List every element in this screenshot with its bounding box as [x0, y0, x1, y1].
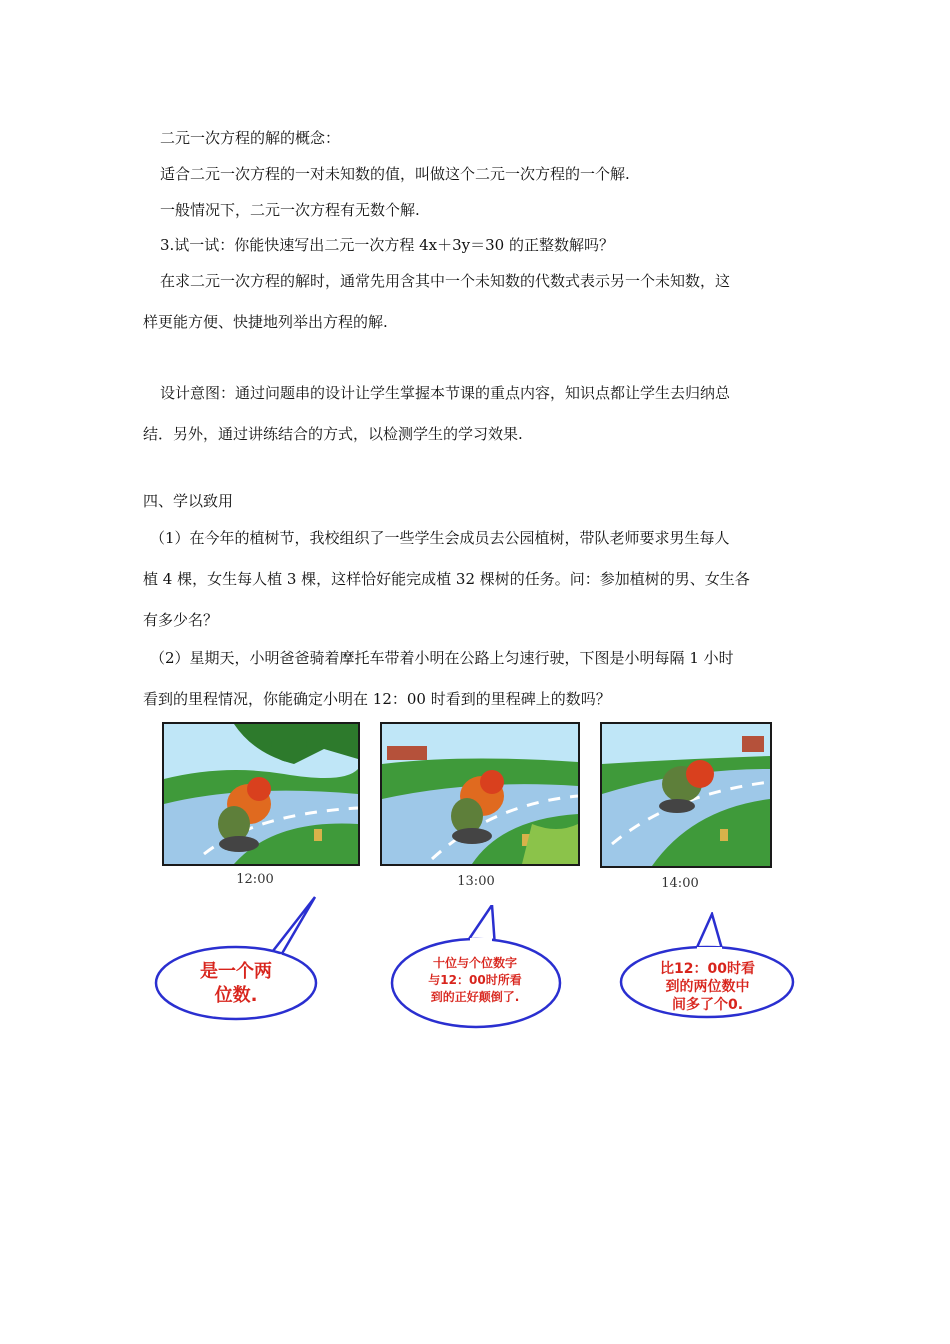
time-label: 13:00	[457, 874, 495, 889]
bubble-text-1: 是一个两 位数.	[200, 961, 272, 1006]
illustration-panel-2	[380, 722, 580, 866]
text-line: 看到的里程情况，你能确定小明在 12：00 时看到的里程碑上的数吗？	[143, 690, 611, 708]
bubble-text-2: 十位与个位数字 与12：00时所看 到的正好颠倒了.	[428, 956, 522, 1004]
text-line: （2）星期天，小明爸爸骑着摩托车带着小明在公路上匀速行驶，下图是小明每隔 1 小时	[150, 649, 734, 667]
illustration-panel-1	[162, 722, 360, 866]
text-line: （1）在今年的植树节，我校组织了一些学生会成员去公园植树，带队老师要求男生每人	[150, 529, 730, 547]
design-intent: 结．另外，通过讲练结合的方式，以检测学生的学习效果.	[143, 425, 523, 443]
bubble-text-3: 比12：00时看 到的两位数中 间多了个0.	[660, 961, 755, 1013]
text-line: 样更能方便、快捷地列举出方程的解.	[143, 313, 388, 331]
text-line: 适合二元一次方程的一对未知数的值，叫做这个二元一次方程的一个解.	[160, 165, 630, 183]
section-heading: 四、学以致用	[143, 492, 234, 510]
text-line: 在求二元一次方程的解时，通常先用含其中一个未知数的代数式表示另一个未知数，这	[160, 272, 731, 290]
text-line: 植 4 棵，女生每人植 3 棵，这样恰好能完成植 32 棵树的任务。问：参加植树的男、女生各	[143, 570, 750, 588]
time-label: 14:00	[661, 876, 699, 891]
text-line: 3.试一试：你能快速写出二元一次方程 4x＋3y＝30 的正整数解吗？	[160, 236, 614, 254]
design-intent: 设计意图：通过问题串的设计让学生掌握本节课的重点内容，知识点都让学生去归纳总	[160, 384, 731, 402]
time-label: 12:00	[236, 872, 274, 887]
text-line: 二元一次方程的解的概念：	[160, 129, 341, 147]
text-line: 一般情况下，二元一次方程有无数个解.	[160, 201, 420, 219]
text-line: 有多少名？	[143, 611, 219, 629]
illustration-panel-3	[600, 722, 772, 868]
